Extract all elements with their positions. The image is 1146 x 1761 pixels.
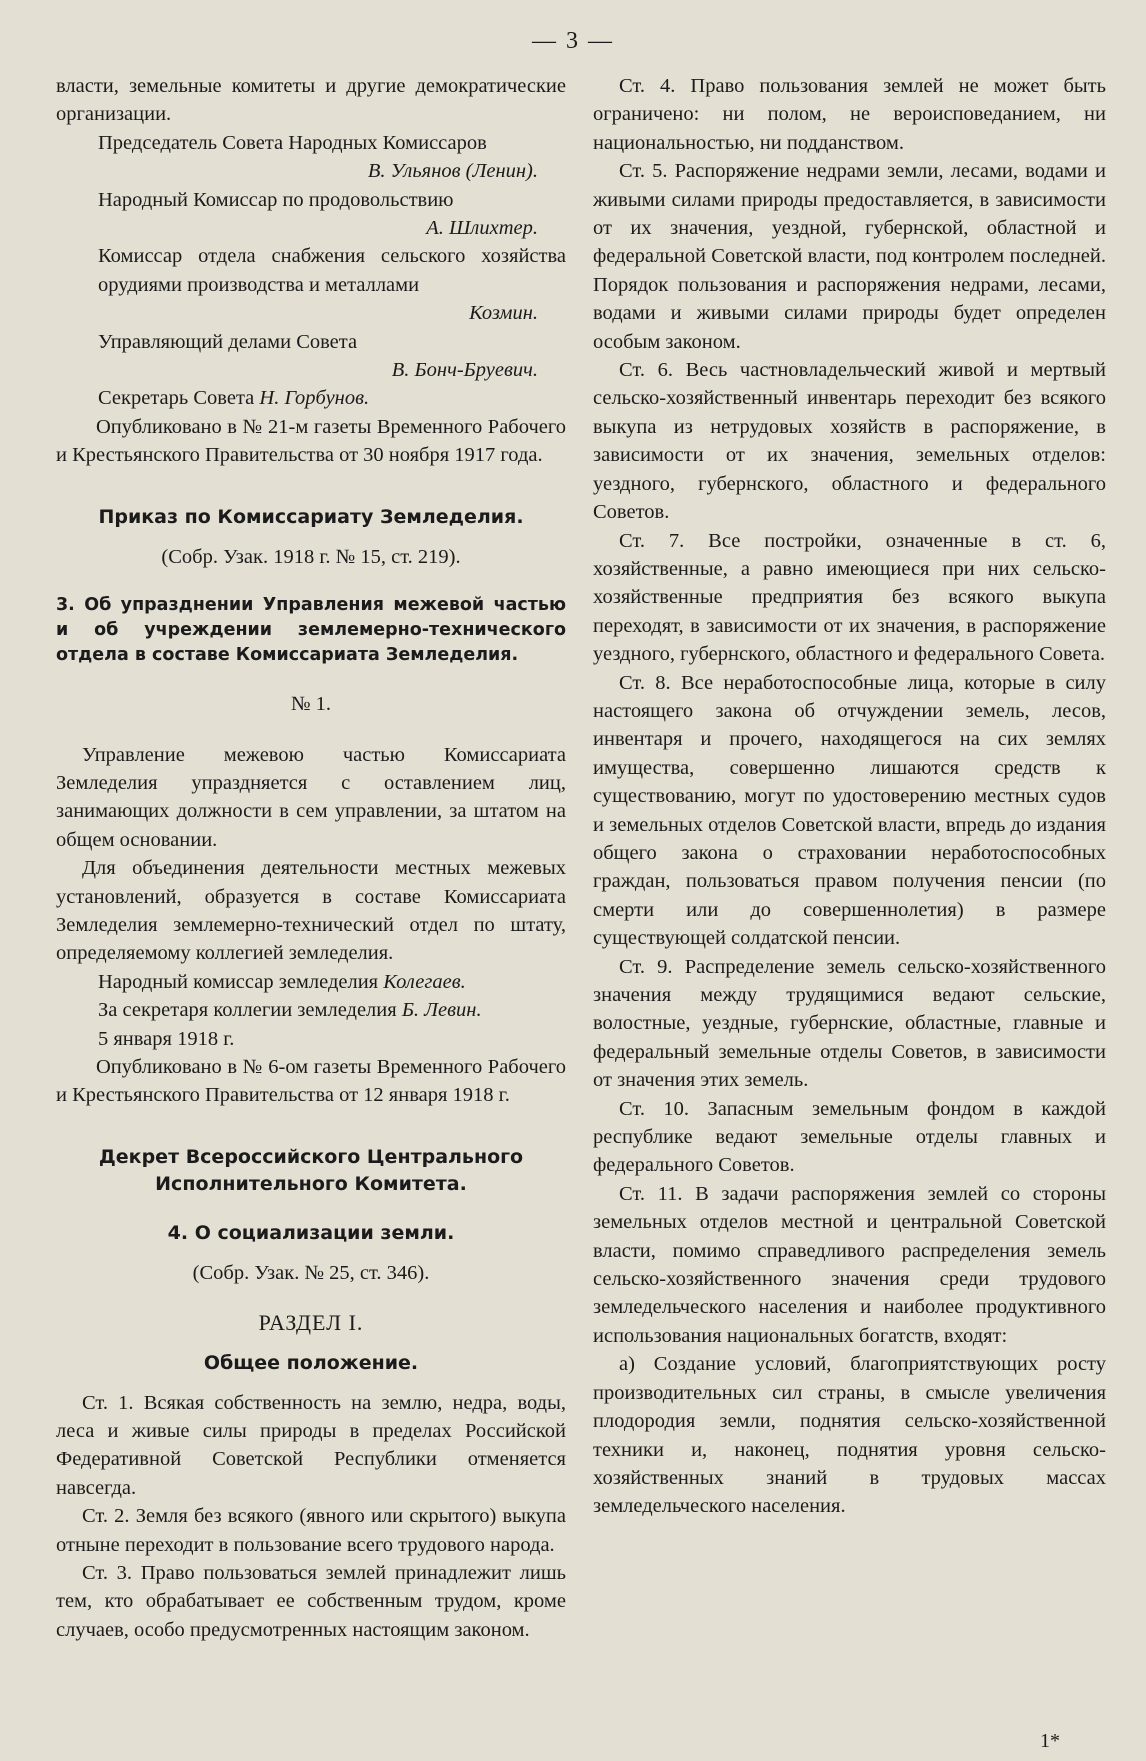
- publication-note-2: Опубликовано в № 6-ом газеты Временного Рабочего и Крестьянского Правительства от 12 января 1918 г.: [56, 1055, 566, 1107]
- item4-title: 4. О социализации земли.: [167, 1221, 455, 1244]
- signature-name: В. Ульянов (Ленин).: [367, 160, 538, 183]
- item3-title: 3. Об упразднении Управления межевой частью и об учреждении землемерно-технического отдела в составе Комиссариата Земледелия.: [56, 595, 566, 666]
- signature-title: Управляющий делами Совета: [98, 330, 358, 353]
- article-8: Ст. 8. Все неработоспособные лица, которые в силу настоящего закона об отчуждении земель, лесов, инвентаря и прочего, находящегося на сих землях имущества, совершенно лишаются средств к существованию, могут по удостоверению местных судов и земельных отделов Советской власти, впредь до издания общего закона о страховании неработоспособных граждан, пользоваться правом получения пенсии (по смерти или до совершеннолетия) в размере существующей солдатской пенсии.: [593, 671, 1106, 950]
- section-subtitle: Общее положение.: [203, 1351, 419, 1374]
- article-6: Ст. 6. Весь частновладельческий живой и мертвый сельско-хозяйственный инвентарь переходит без всякого выкупа из нетрудовых хозяйств в распоряжение, в зависимости от их значения, земельных отделов: уездного, губернского, областного и федерального Советов.: [593, 359, 1106, 524]
- signature-name: В. Бонч-Бруевич.: [391, 359, 538, 382]
- article-1: Ст. 1. Всякая собственность на землю, недра, воды, леса и живые силы природы в пределах Российской Федеративной Советской Республики отменяется навсегда.: [56, 1391, 566, 1499]
- signature-mark: 1*: [1040, 1730, 1060, 1752]
- signature-title: Народный Комиссар по продовольствию: [98, 188, 454, 211]
- secretary-signature: За секретаря коллегии земледелия Б. Левин.: [98, 999, 482, 1022]
- commissar-signature: Народный комиссар земледелия Колегаев.: [98, 970, 466, 993]
- signature-name: А. Шлихтер.: [426, 217, 538, 240]
- intro-continuation: власти, земельные комитеты и другие демократические организации.: [56, 75, 566, 126]
- order-paragraph-1: Управление межевою частью Комиссариата Земледелия упраздняется с оставлением лиц, занимающих должности в сем управлении, за штатом на общем основании.: [56, 743, 566, 851]
- article-4: Ст. 4. Право пользования землей не может быть ограничено: ни полом, не вероисповеданием, ни национальностью, ни подданством.: [593, 75, 1106, 154]
- order-number: № 1.: [290, 693, 332, 716]
- signature-title: Комиссар отдела снабжения сельского хозяйства орудиями производства и металлами: [98, 245, 566, 296]
- signature-name: Козмин.: [469, 302, 538, 325]
- order-paragraph-2: Для объединения деятельности местных межевых установлений, образуется в составе Комиссариата Земледелия землемерно-технический отдел по штату, определяемому коллегией земледелия.: [56, 857, 566, 965]
- article-3: Ст. 3. Право пользоваться землей принадлежит лишь тем, кто обрабатывает ее собственным трудом, кроме случаев, особо предусмотренных настоящим законом.: [56, 1562, 566, 1641]
- decree-title: Декрет Всероссийского Центрального Исполнительного Комитета.: [98, 1145, 524, 1195]
- order-source: (Собр. Узак. 1918 г. № 15, ст. 219).: [161, 545, 461, 568]
- publication-note-1: Опубликовано в № 21-м газеты Временного Рабочего и Крестьянского Правительства от 30 ноября 1917 года.: [56, 415, 566, 467]
- article-10: Ст. 10. Запасным земельным фондом в каждой республике ведают земельные отделы главных и федерального Советов.: [593, 1097, 1106, 1177]
- article-7: Ст. 7. Все постройки, означенные в ст. 6, хозяйственные, а равно имеющиеся при них сельско-хозяйственные предприятия без всякого выкупа переходят, в зависимости от их значения, в распоряжение уездного, губернского, областного и федерального Совета.: [593, 529, 1106, 666]
- right-column: [593, 72, 1106, 1521]
- order-date: 5 января 1918 г.: [98, 1027, 235, 1050]
- signature-title: Председатель Совета Народных Комиссаров: [98, 131, 487, 154]
- signature-block: [98, 129, 566, 413]
- section-title: РАЗДЕЛ I.: [258, 1310, 364, 1336]
- article-11: Ст. 11. В задачи распоряжения землей со стороны земельных отделов местной и центральной Советской власти, помимо справедливого распределения земель сельско-хозяйственного значения среди трудового земледельческого населения и наиболее продуктивного использования национальных богатств, входят:: [593, 1182, 1106, 1347]
- left-column: [56, 72, 566, 1644]
- order-signature-block: [98, 968, 566, 1053]
- article-11a: а) Создание условий, благоприятствующих росту производительных сил страны, в смысле увеличения плодородия земли, поднятия сельско-хозяйственной техники и, наконец, поднятия уровня сельско-хозяйственных знаний в трудовых массах земледельческого населения.: [593, 1353, 1106, 1518]
- order-title: Приказ по Комиссариату Земледелия.: [98, 505, 524, 528]
- secretary-label: Секретарь Совета: [98, 387, 255, 410]
- article-2: Ст. 2. Земля без всякого (явного или скрытого) выкупа отныне переходит в пользование всего трудового народа.: [56, 1505, 566, 1556]
- page-number: — 3 —: [532, 28, 614, 54]
- article-9: Ст. 9. Распределение земель сельско-хозяйственного значения между трудящимися ведают сельские, волостные, уездные, губернские, областные, главные и федеральный земельные отделы Советов, в зависимости от значения этих земель.: [593, 955, 1106, 1092]
- item4-source: (Собр. Узак. № 25, ст. 346).: [192, 1261, 430, 1284]
- secretary-name: Н. Горбунов.: [259, 387, 370, 410]
- secretary-line: [98, 384, 566, 412]
- article-5: Ст. 5. Распоряжение недрами земли, лесами, водами и живыми силами природы предоставляется, в зависимости от их значения, уездной, губернской, областной и федеральной Советской власти, под контролем последней. Порядок пользования и распоряжения недрами, лесами, водами и живыми силами природы будет определен особым законом.: [593, 160, 1106, 353]
